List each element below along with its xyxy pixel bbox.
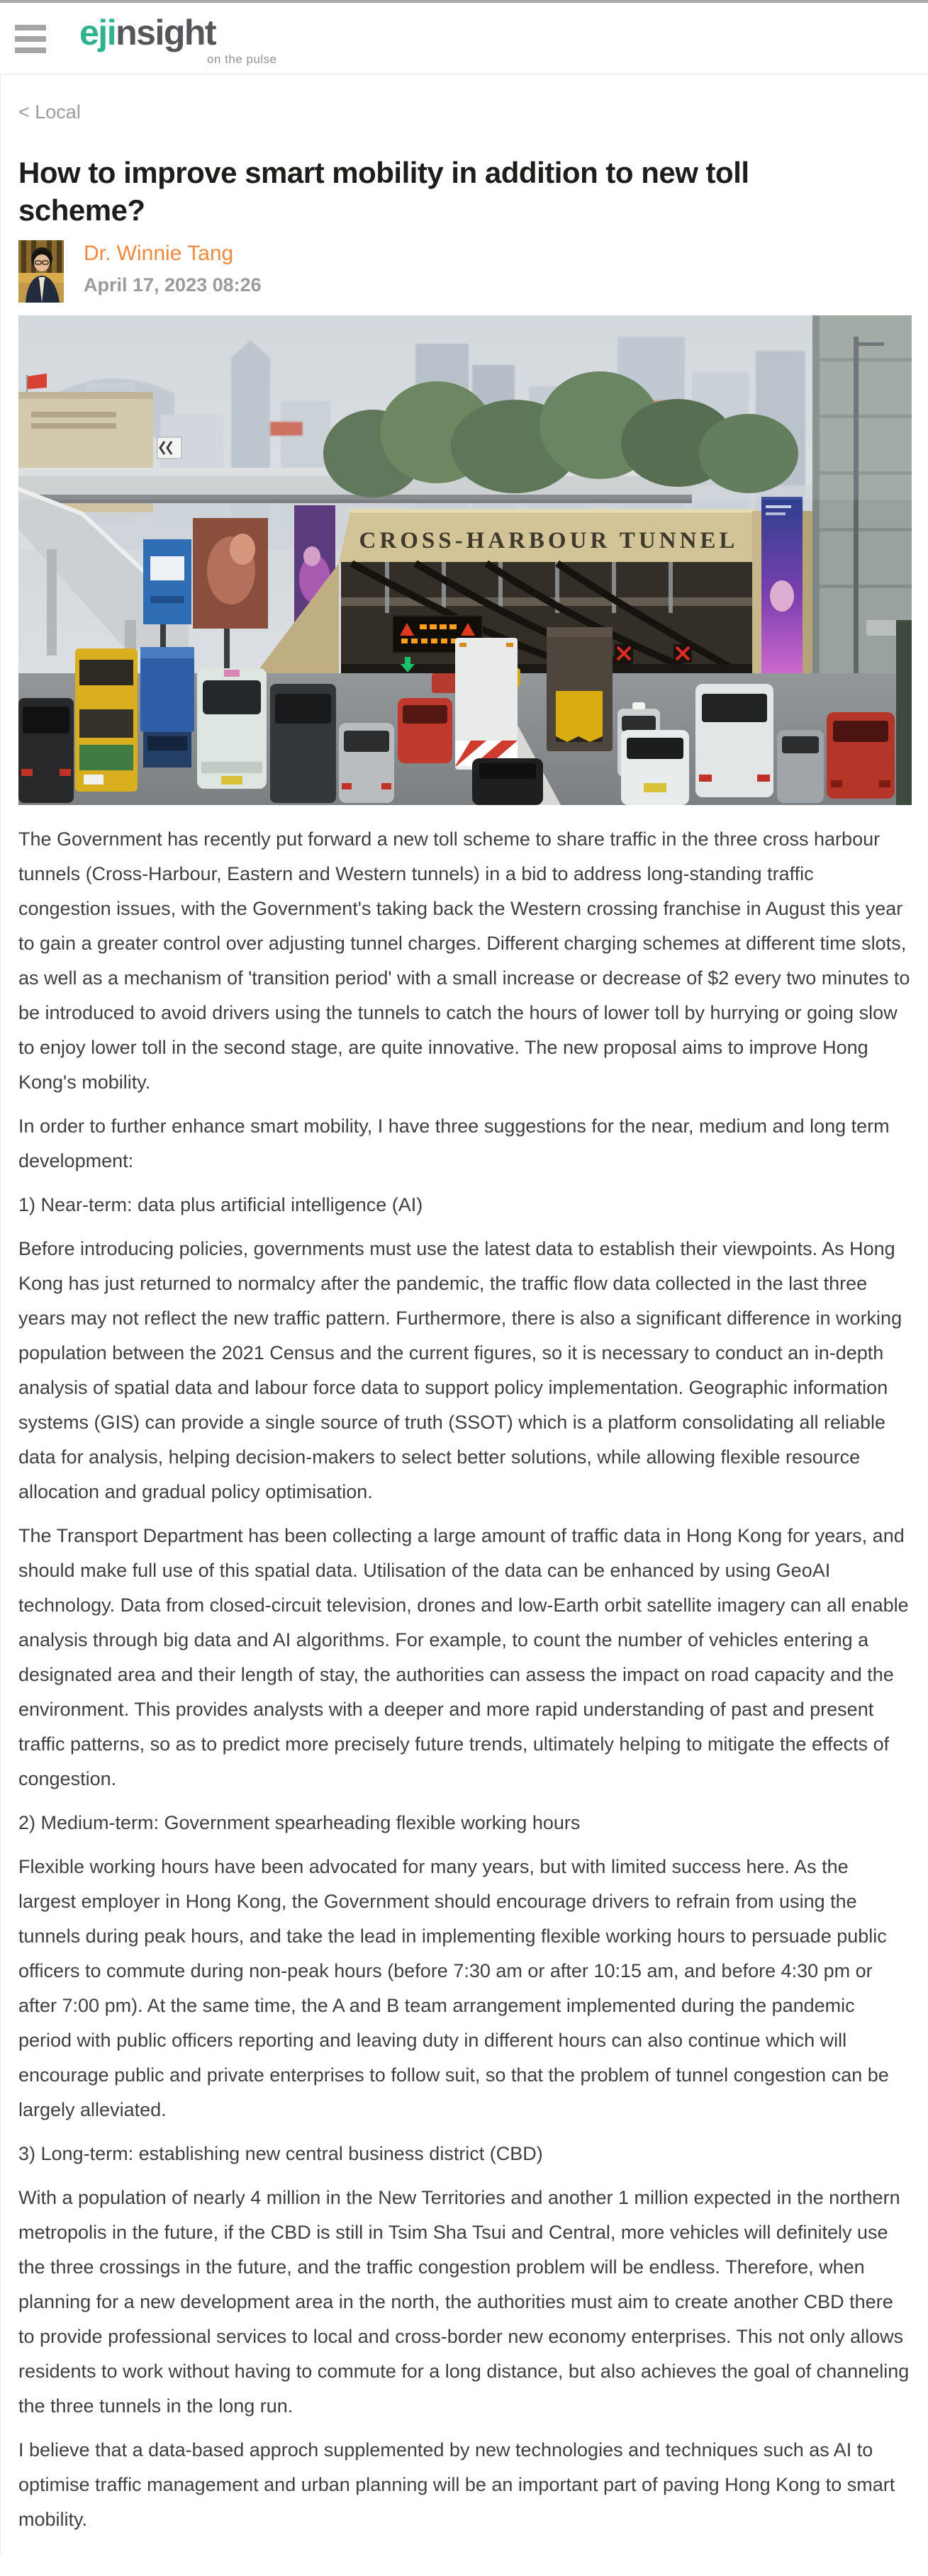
hamburger-menu-icon[interactable] (15, 25, 46, 53)
site-logo[interactable] (79, 11, 277, 66)
subheading-medium-term: 2) Medium-term: Government spearheading flexible working hours (18, 1812, 581, 1833)
logo-tagline: on the pulse (207, 52, 277, 66)
breadcrumb (18, 101, 911, 123)
publish-date: April 17, 2023 08:26 (84, 274, 262, 296)
hamburger-bar (15, 36, 46, 42)
paragraph: In order to further enhance smart mobility, I have three suggestions for the near, medium and long term development: (18, 1115, 890, 1171)
paragraph: Before introducing policies, governments must use the latest data to establish their viewpoints. As Hong Kong has just returned to normalcy after the pandemic, the traffic flow data collected in the last three years may not reflect the new traffic pattern. Furthermore, there is also a significant difference in working population between the 2021 Census and the current figures, so it is necessary to conduct an in-depth analysis of spatial data and labour force data to support policy implementation. Geographic information systems (GIS) can provide a single source of truth (SSOT) which is a platform consolidating all reliable data for analysis, helping decision-makers to select better solutions, while allowing flexible resource allocation and gradual policy optimisation. (18, 1238, 902, 1502)
article-page (0, 74, 928, 2555)
breadcrumb-link-local[interactable]: < Local (18, 101, 81, 123)
author-name[interactable]: Dr. Winnie Tang (84, 242, 234, 265)
subheading-near-term: 1) Near-term: data plus artificial intelligence (AI) (18, 1194, 423, 1215)
paragraph: Flexible working hours have been advocated for many years, but with limited success here. As the largest employer in Hong Kong, the Government should encourage drivers to refrain from using the tunnels during peak hours, and take the lead in implementing flexible working hours to persuade public officers to commute during non-peak hours (before 7:30 am or after 10:15 am, and before 4:30 pm or after 7:00 pm). At the same time, the A and B team arrangement implemented during the pandemic period with public officers reporting and leaving duty in different hours can also continue which will encourage public and private enterprises to follow suit, so that the problem of tunnel congestion can be largely alleviated. (18, 1856, 889, 2120)
paragraph: The Government has recently put forward a new toll scheme to share traffic in the three cross harbour tunnels (Cross-Harbour, Eastern and Western tunnels) in a bid to address long-standing traffic congestion issues, with the Government's taking back the Western crossing franchise in August this year to gain a greater control over adjusting tunnel charges. Different charging schemes at different time slots, as well as a mechanism of 'transition period' with a small increase or decrease of $2 every two minutes to be introduced to avoid drivers using the tunnels to catch the hours of lower toll by hurrying or going slow to enjoy lower toll in the second stage, are quite innovative. The new proposal aims to improve Hong Kong's mobility. (18, 828, 910, 1093)
byline-meta (84, 240, 262, 296)
logo-text-dark: nsight (116, 13, 216, 52)
hero-image (18, 315, 912, 805)
byline (18, 240, 911, 303)
paragraph: I believe that a data-based approch supplemented by new technologies and techniques such as AI to optimise traffic management and urban planning will be an important part of paving Hong Kong to smart mobility. (18, 2439, 895, 2530)
haze-overlay (18, 315, 912, 500)
author-avatar-image (18, 240, 64, 303)
hero-image-illustration (18, 315, 912, 805)
tunnel-sign-text: CROSS-HARBOUR TUNNEL (359, 528, 739, 553)
site-header (0, 3, 928, 74)
logo-text-green: eji (79, 13, 116, 52)
article-body (18, 822, 911, 2537)
subheading-long-term: 3) Long-term: establishing new central business district (CBD) (18, 2143, 543, 2164)
hamburger-bar (15, 47, 46, 53)
author-avatar[interactable] (18, 240, 64, 303)
hamburger-bar (15, 25, 46, 30)
paragraph: With a population of nearly 4 million in the New Territories and another 1 million expected in the northern metropolis in the future, if the CBD is still in Tsim Sha Tsui and Central, more vehicles will definitely use the three crossings in the future, and the traffic congestion problem will be endless. Therefore, when planning for a new development area in the north, the authorities must aim to create another CBD there to provide professional services to local and cross-border new economy enterprises. This not only allows residents to work without having to commute for a long distance, but also achieves the goal of channeling the three tunnels in the long run. (18, 2187, 910, 2417)
paragraph: The Transport Department has been collecting a large amount of traffic data in Hong Kong for years, and should make full use of this spatial data. Utilisation of the data can be enhanced by using GeoAI technology. Data from closed-circuit television, drones and low-Earth orbit satellite imagery can all enable analysis through big data and AI algorithms. For example, to count the number of vehicles entering a designated area and their length of stay, the authorities can assess the impact on road capacity and the environment. This provides analysts with a deeper and more rapid understanding of past and present traffic patterns, so as to predict more precisely future trends, ultimately helping to mitigate the effects of congestion. (18, 1525, 909, 1789)
article-title: How to improve smart mobility in addition to new toll scheme? (18, 156, 749, 227)
